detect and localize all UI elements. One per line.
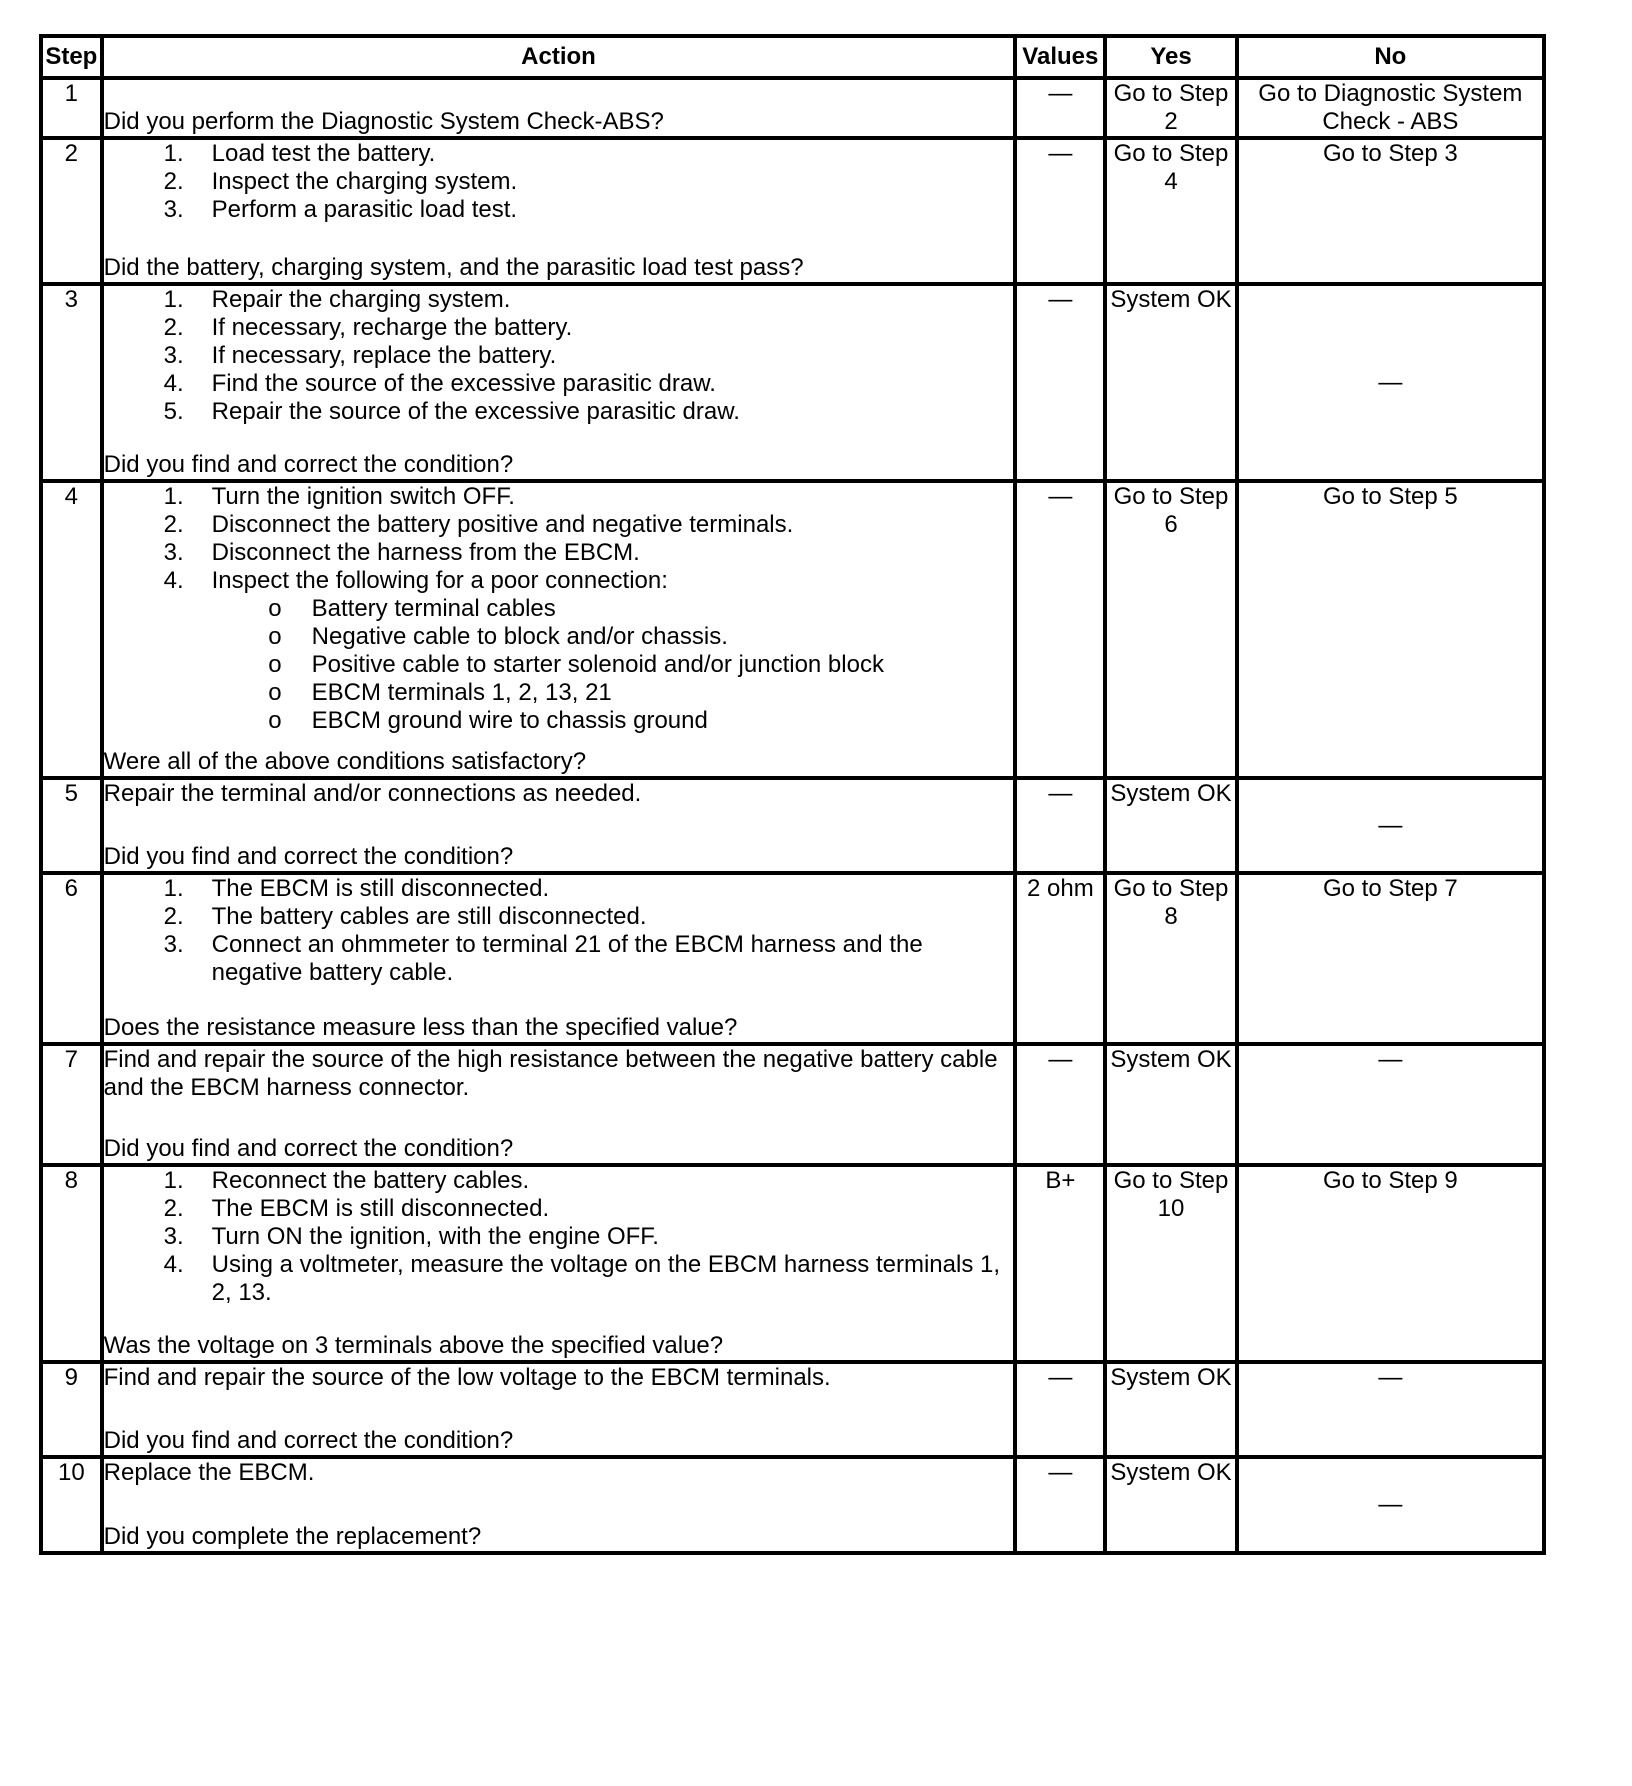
- step-item-text-wrap: [212, 567, 1014, 595]
- step-item-text: Perform a parasitic load test.: [211, 196, 518, 223]
- action-step-item: [104, 539, 1014, 567]
- step-item-text-wrap: [212, 342, 1014, 370]
- step-item-text: Find the source of the excessive parasitic draw.: [211, 370, 716, 397]
- action-cell: [102, 1165, 1016, 1362]
- action-steps-list: [104, 875, 1014, 987]
- values-cell: —: [1015, 138, 1105, 284]
- action-steps-list: [104, 286, 1014, 426]
- step-item-text-wrap: [212, 1167, 1014, 1195]
- action-intro: Repair the terminal and/or connections as needed.: [103, 780, 642, 807]
- spacer: [104, 1487, 1014, 1523]
- action-step-item: [104, 567, 1014, 595]
- yes-cell: System OK: [1105, 1362, 1236, 1457]
- spacer: [104, 1392, 1014, 1427]
- step-item-text-wrap: [212, 196, 1014, 224]
- step-item-text-wrap: [212, 1195, 1014, 1223]
- step-item-number: 3.: [163, 196, 184, 223]
- action-question: Did you find and correct the condition?: [103, 1427, 514, 1454]
- step-item-text: Turn the ignition switch OFF.: [211, 483, 515, 510]
- step-item-number: 1.: [163, 875, 184, 902]
- action-step-item: [104, 875, 1014, 903]
- action-content: [104, 875, 1014, 1042]
- step-number: 7: [41, 1044, 102, 1165]
- spacer: [104, 224, 1014, 254]
- spacer: [104, 426, 1014, 451]
- yes-cell: Go to Step 4: [1105, 138, 1236, 284]
- step-item-number: 3.: [163, 539, 184, 566]
- step-item-text: If necessary, replace the battery.: [211, 342, 557, 369]
- bullet-icon: o: [268, 679, 282, 706]
- step-item-text: Reconnect the battery cables.: [211, 1167, 530, 1194]
- yes-cell: System OK: [1105, 284, 1236, 481]
- spacer: [104, 735, 1014, 748]
- step-number: 6: [41, 873, 102, 1044]
- action-step-item: [104, 140, 1014, 168]
- step-item-number: 3.: [163, 931, 184, 958]
- spacer: [104, 808, 1014, 843]
- action-question: Did you find and correct the condition?: [103, 1135, 514, 1162]
- step-item-text-wrap: [212, 370, 1014, 398]
- step-item-number: 4.: [163, 567, 184, 594]
- sub-item-text: Battery terminal cables: [311, 595, 556, 622]
- action-content: [104, 80, 1014, 136]
- step-number: 3: [41, 284, 102, 481]
- header-step: Step: [41, 36, 102, 78]
- step-item-number: 3.: [163, 1223, 184, 1250]
- step-item-number: 1.: [163, 140, 184, 167]
- step-number: 1: [41, 78, 102, 138]
- step-item-number: 1.: [163, 1167, 184, 1194]
- step-item-number: 2.: [163, 314, 184, 341]
- values-cell: 2 ohm: [1015, 873, 1105, 1044]
- sub-list-item: [104, 707, 1014, 735]
- action-question: Were all of the above conditions satisfactory?: [103, 748, 587, 775]
- step-number: 10: [41, 1457, 102, 1553]
- spacer: [104, 1102, 1014, 1135]
- action-step-item: [104, 1167, 1014, 1195]
- no-cell: Go to Diagnostic System Check - ABS: [1237, 78, 1544, 138]
- action-cell: [102, 1044, 1016, 1165]
- step-item-number: 4.: [163, 370, 184, 397]
- yes-cell: Go to Step 6: [1105, 481, 1236, 778]
- step-item-text: Disconnect the harness from the EBCM.: [211, 539, 640, 566]
- step-item-text-wrap: [212, 314, 1014, 342]
- step-number: 4: [41, 481, 102, 778]
- table-row: [41, 1165, 1544, 1362]
- sub-list-wrap: [104, 595, 1014, 735]
- step-item-number: 5.: [163, 398, 184, 425]
- action-step-item: [104, 483, 1014, 511]
- step-item-text: Using a voltmeter, measure the voltage on the EBCM harness terminals 1, 2, 13.: [211, 1251, 1001, 1306]
- step-item-text-wrap: [212, 398, 1014, 426]
- table-row: [41, 78, 1544, 138]
- table-row: [41, 1044, 1544, 1165]
- action-question: Did you find and correct the condition?: [103, 451, 514, 478]
- header-yes: Yes: [1105, 36, 1236, 78]
- step-item-text: Repair the charging system.: [211, 286, 511, 313]
- step-item-number: 3.: [163, 342, 184, 369]
- table-row: [41, 138, 1544, 284]
- action-step-item: [104, 168, 1014, 196]
- table-row: [41, 1457, 1544, 1553]
- action-intro: Replace the EBCM.: [103, 1459, 315, 1486]
- action-step-item: [104, 286, 1014, 314]
- action-step-item: [104, 370, 1014, 398]
- action-step-item: [104, 342, 1014, 370]
- sub-item-text: EBCM terminals 1, 2, 13, 21: [311, 679, 612, 706]
- action-content: [104, 1046, 1014, 1163]
- action-question: Did the battery, charging system, and the parasitic load test pass?: [103, 254, 804, 281]
- yes-cell: System OK: [1105, 778, 1236, 873]
- action-content: [104, 780, 1014, 871]
- values-cell: —: [1015, 284, 1105, 481]
- action-intro: Find and repair the source of the low voltage to the EBCM terminals.: [103, 1364, 831, 1391]
- no-cell: —: [1237, 1362, 1544, 1457]
- sub-list-item: [104, 679, 1014, 707]
- values-cell: —: [1015, 1362, 1105, 1457]
- step-item-text-wrap: [212, 931, 1014, 987]
- step-item-text: The EBCM is still disconnected.: [211, 875, 550, 902]
- step-item-number: 2.: [163, 511, 184, 538]
- action-cell: [102, 138, 1016, 284]
- action-steps-list: [104, 1167, 1014, 1307]
- values-cell: —: [1015, 1044, 1105, 1165]
- step-number: 8: [41, 1165, 102, 1362]
- step-item-number: 4.: [163, 1251, 184, 1278]
- step-item-text: The EBCM is still disconnected.: [211, 1195, 550, 1222]
- no-cell: Go to Step 9: [1237, 1165, 1544, 1362]
- action-question: Did you perform the Diagnostic System Check-ABS?: [103, 108, 664, 135]
- action-steps-list: [104, 140, 1014, 224]
- step-item-text: If necessary, recharge the battery.: [211, 314, 573, 341]
- step-item-number: 2.: [163, 1195, 184, 1222]
- sub-list-item: [104, 651, 1014, 679]
- action-content: [104, 1167, 1014, 1360]
- yes-cell: Go to Step 10: [1105, 1165, 1236, 1362]
- step-item-text-wrap: [212, 140, 1014, 168]
- spacer: [104, 987, 1014, 1014]
- step-item-text-wrap: [212, 286, 1014, 314]
- yes-cell: Go to Step 8: [1105, 873, 1236, 1044]
- action-cell: [102, 1362, 1016, 1457]
- action-question: Did you complete the replacement?: [103, 1523, 482, 1550]
- step-item-text: Connect an ohmmeter to terminal 21 of the EBCM harness and the negative battery cable.: [211, 931, 923, 986]
- sub-list-item: [104, 623, 1014, 651]
- action-cell: [102, 78, 1016, 138]
- step-number: 9: [41, 1362, 102, 1457]
- spacer: [104, 80, 1014, 108]
- table-row: [41, 873, 1544, 1044]
- action-step-item: [104, 903, 1014, 931]
- action-step-item: [104, 196, 1014, 224]
- action-content: [104, 286, 1014, 479]
- step-item-text: Disconnect the battery positive and negative terminals.: [211, 511, 794, 538]
- values-cell: B+: [1015, 1165, 1105, 1362]
- step-item-number: 2.: [163, 903, 184, 930]
- step-item-number: 1.: [163, 286, 184, 313]
- step-item-text: Load test the battery.: [211, 140, 436, 167]
- header-no: No: [1237, 36, 1544, 78]
- step-item-text-wrap: [212, 1223, 1014, 1251]
- action-intro: Find and repair the source of the high resistance between the negative battery cable and the EBCM harness connector.: [103, 1046, 998, 1101]
- action-content: [104, 483, 1014, 776]
- step-item-number: 2.: [163, 168, 184, 195]
- action-steps-list: [104, 483, 1014, 735]
- yes-cell: Go to Step 2: [1105, 78, 1236, 138]
- action-step-item: [104, 1251, 1014, 1307]
- step-item-text: Repair the source of the excessive parasitic draw.: [211, 398, 740, 425]
- step-item-text-wrap: [212, 168, 1014, 196]
- spacer: [104, 1307, 1014, 1332]
- no-cell: Go to Step 7: [1237, 873, 1544, 1044]
- action-question: Does the resistance measure less than the specified value?: [103, 1014, 738, 1041]
- sub-item-text: Negative cable to block and/or chassis.: [311, 623, 728, 650]
- table-row: [41, 481, 1544, 778]
- values-cell: —: [1015, 1457, 1105, 1553]
- sub-list-item: [104, 595, 1014, 623]
- step-item-text: Inspect the charging system.: [211, 168, 518, 195]
- action-content: [104, 140, 1014, 282]
- step-number: 2: [41, 138, 102, 284]
- inspect-sub-list: [104, 595, 1014, 735]
- yes-cell: System OK: [1105, 1044, 1236, 1165]
- action-cell: [102, 778, 1016, 873]
- action-step-item: [104, 511, 1014, 539]
- action-step-item: [104, 1195, 1014, 1223]
- action-step-item: [104, 1223, 1014, 1251]
- no-cell: —: [1237, 778, 1544, 873]
- action-step-item: [104, 931, 1014, 987]
- step-item-number: 1.: [163, 483, 184, 510]
- action-cell: [102, 481, 1016, 778]
- action-cell: [102, 1457, 1016, 1553]
- step-item-text: The battery cables are still disconnected.: [211, 903, 647, 930]
- no-cell: Go to Step 3: [1237, 138, 1544, 284]
- step-item-text-wrap: [212, 875, 1014, 903]
- no-cell: Go to Step 5: [1237, 481, 1544, 778]
- step-item-text-wrap: [212, 539, 1014, 567]
- bullet-icon: o: [268, 707, 282, 734]
- step-number: 5: [41, 778, 102, 873]
- no-cell: —: [1237, 1044, 1544, 1165]
- action-question: Was the voltage on 3 terminals above the specified value?: [103, 1332, 724, 1359]
- action-question: Did you find and correct the condition?: [103, 843, 514, 870]
- table-row: [41, 778, 1544, 873]
- bullet-icon: o: [268, 651, 282, 678]
- values-cell: —: [1015, 778, 1105, 873]
- sub-item-text: EBCM ground wire to chassis ground: [311, 707, 708, 734]
- action-content: [104, 1459, 1014, 1551]
- step-item-text-wrap: [212, 1251, 1014, 1307]
- sub-item-text: Positive cable to starter solenoid and/or junction block: [311, 651, 884, 678]
- step-item-text-wrap: [212, 483, 1014, 511]
- bullet-icon: o: [268, 623, 282, 650]
- header-action: Action: [102, 36, 1016, 78]
- table-row: [41, 1362, 1544, 1457]
- step-item-text-wrap: [212, 511, 1014, 539]
- action-step-item: [104, 314, 1014, 342]
- diagnostic-table: [39, 34, 1546, 1555]
- step-item-text: Turn ON the ignition, with the engine OFF.: [211, 1223, 659, 1250]
- action-content: [104, 1364, 1014, 1455]
- no-cell: —: [1237, 284, 1544, 481]
- table-row: [41, 284, 1544, 481]
- yes-cell: System OK: [1105, 1457, 1236, 1553]
- values-cell: —: [1015, 78, 1105, 138]
- values-cell: —: [1015, 481, 1105, 778]
- header-values: Values: [1015, 36, 1105, 78]
- action-cell: [102, 873, 1016, 1044]
- step-item-text: Inspect the following for a poor connection:: [211, 567, 668, 594]
- action-step-item: [104, 398, 1014, 426]
- header-row: [41, 36, 1544, 78]
- bullet-icon: o: [268, 595, 282, 622]
- no-cell: —: [1237, 1457, 1544, 1553]
- action-cell: [102, 284, 1016, 481]
- step-item-text-wrap: [212, 903, 1014, 931]
